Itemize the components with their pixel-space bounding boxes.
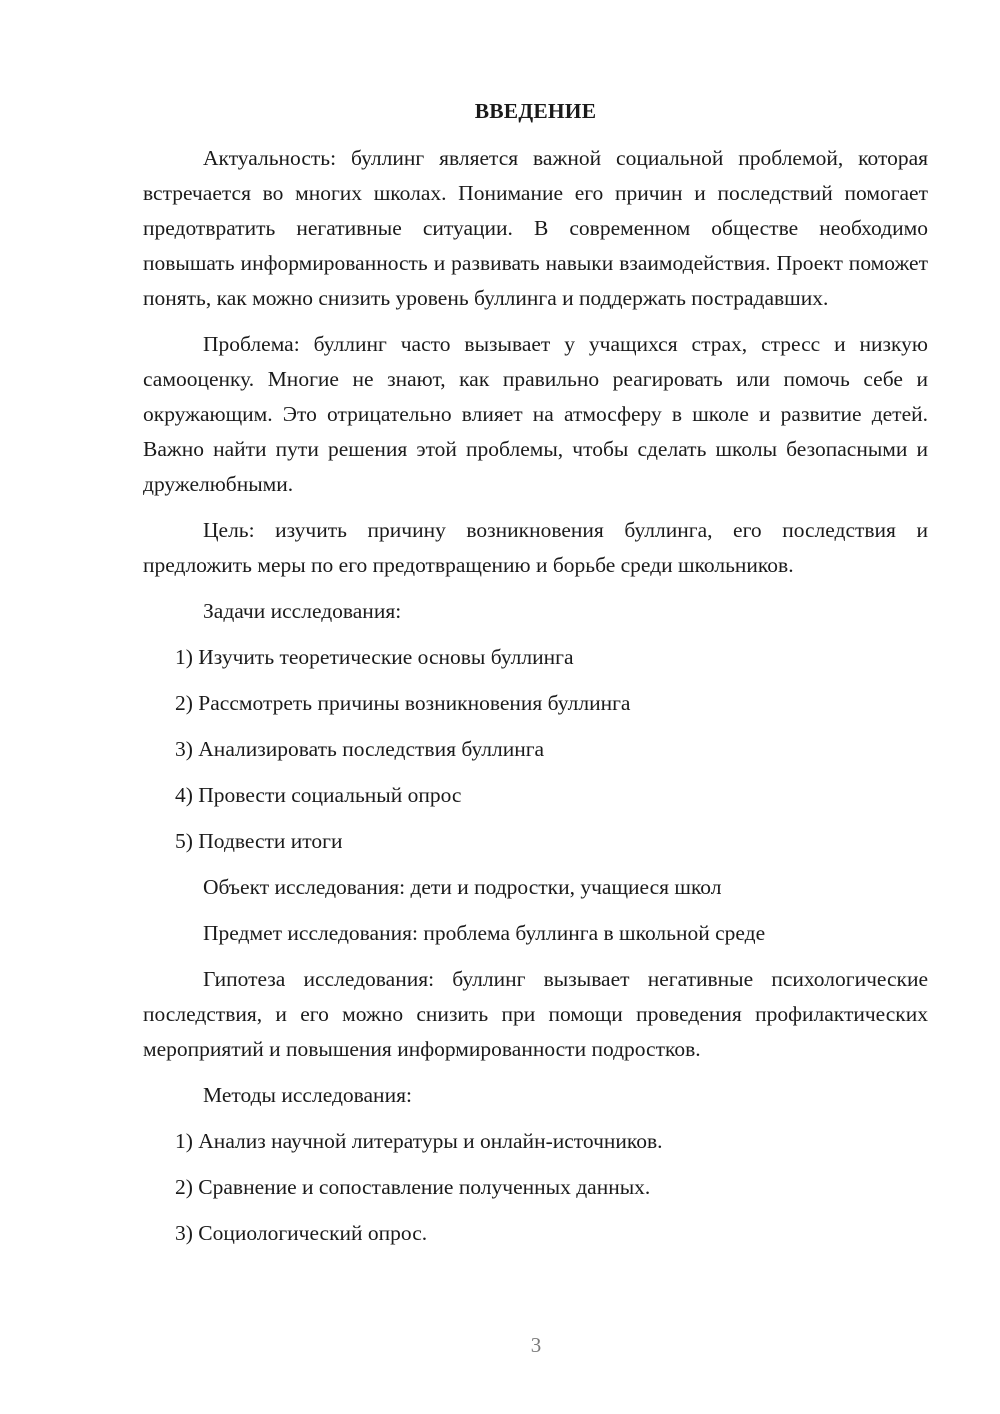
methods-heading: Методы исследования:	[203, 1083, 412, 1107]
tasks-heading: Задачи исследования:	[203, 599, 402, 623]
task-item: 1) Изучить теоретические основы буллинга	[175, 645, 574, 669]
method-item: 2) Сравнение и сопоставление полученных данных.	[175, 1175, 651, 1199]
method-item: 3) Социологический опрос.	[175, 1221, 428, 1245]
problem-paragraph: Проблема: буллинг часто вызывает у учащихся страх, стресс и низкую самооценку. Многие не знают, как правильно реагировать или помочь себе и окружающим. Это отрицательно влияет на атмосферу в школе и развитие детей. Важно найти пути решения этой проблемы, чтобы сделать школы безопасными и дружелюбными.	[143, 332, 928, 496]
page-title: ВВЕДЕНИЕ	[474, 99, 597, 123]
task-item: 4) Провести социальный опрос	[175, 783, 462, 807]
method-item: 1) Анализ научной литературы и онлайн-источников.	[175, 1129, 663, 1153]
hypothesis-paragraph: Гипотеза исследования: буллинг вызывает негативные психологические последствия, и его можно снизить при помощи проведения профилактических мероприятий и повышения информированности подростков.	[143, 967, 928, 1061]
research-object: Объект исследования: дети и подростки, учащиеся школ	[203, 875, 722, 899]
page-number: 3	[530, 1333, 542, 1357]
relevance-paragraph: Актуальность: буллинг является важной социальной проблемой, которая встречается во многих школах. Понимание его причин и последствий помогает предотвратить негативные ситуации. В современном обществе необходимо повышать информированность и развивать навыки взаимодействия. Проект поможет понять, как можно снизить уровень буллинга и поддержать пострадавших.	[143, 146, 928, 310]
task-item: 3) Анализировать последствия буллинга	[175, 737, 545, 761]
page-content	[143, 94, 928, 1262]
task-item: 5) Подвести итоги	[175, 829, 343, 853]
research-subject: Предмет исследования: проблема буллинга в школьной среде	[203, 921, 766, 945]
task-item: 2) Рассмотреть причины возникновения буллинга	[175, 691, 631, 715]
goal-paragraph: Цель: изучить причину возникновения буллинга, его последствия и предложить меры по его предотвращению и борьбе среди школьников.	[143, 518, 928, 577]
